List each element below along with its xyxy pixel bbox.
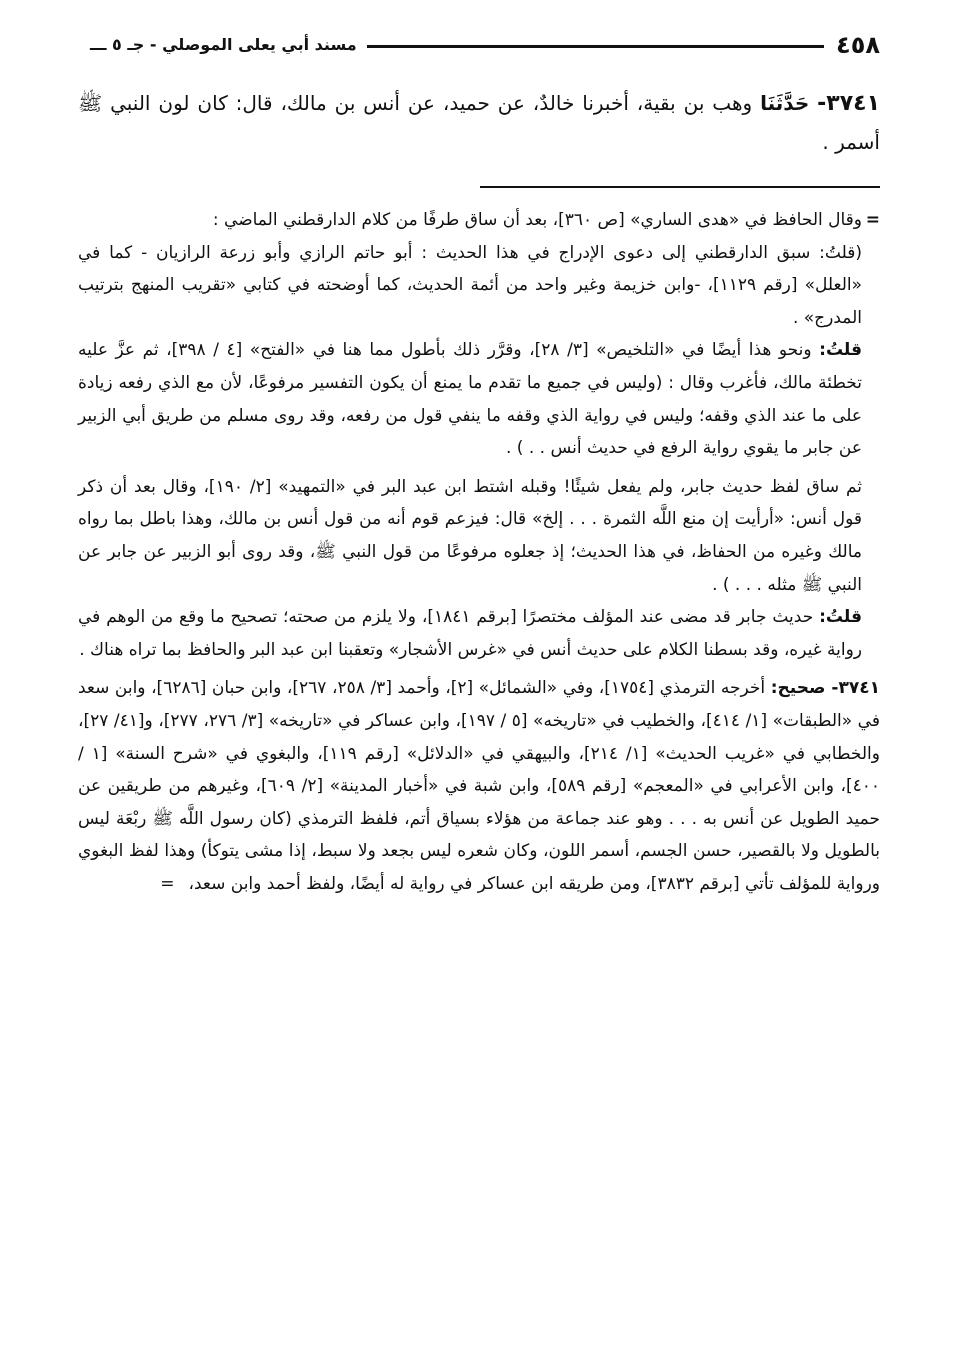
running-title-block	[78, 28, 367, 62]
footnote-paragraph-2: (قلتُ: سبق الدارقطني إلى دعوى الإدراج في هذا الحديث : أبو حاتم الرازي وأبو زرعة الرازيان - كما في «العلل» [رقم ١١٢٩]، -وابن خزيمة وغير واحد من أئمة الحديث، كما أوضحته في كتابي «تقريب المنهج بترتيب المدرج» .	[78, 242, 862, 328]
takhrij-label: ٣٧٤١- صحيح:	[770, 678, 881, 699]
footnote-paragraph-1: =وقال الحافظ في «هدى الساري» [ص ٣٦٠]، بعد أن ساق طرفًا من كلام الدارقطني الماضي :	[78, 204, 880, 237]
footnote-paragraph-4: ثم ساق لفظ حديث جابر، ولم يفعل شيئًا! وقبله اشتط ابن عبد البر في «التمهيد» [٢/ ١٩٠]، وقال بعد أن ذكر قول أنس: «أرأيت إن منع اللَّه الثمرة . . . إلخ» قال: فيزعم قوم أنه من قول أنس بن مالك، وهذا باطل بما رواه مالك وغيره من الحفاظ، في هذا الحديث؛ إذ جعلوه مرفوعًا من قول النبي ﷺ، وقد روى أبو الزبير عن جابر عن النبي ﷺ مثله . . . ) .	[78, 476, 863, 595]
continuation-mark: =	[865, 210, 880, 230]
qultu-label: قلتُ:	[819, 340, 863, 361]
hadith-text	[78, 84, 880, 162]
footnote-paragraph-6: ٣٧٤١- صحيح: أخرجه الترمذي [١٧٥٤]، وفي «الشمائل» [٢]، وأحمد [٣/ ٢٥٨، ٢٦٧]، وابن حبان [٦٢٨٦]، وابن سعد في «الطبقات» [١/ ٤١٤]، والخطيب في «تاريخه» [٥ / ١٩٧]، وابن عساكر في «تاريخه» [٣/ ٢٧٦، ٢٧٧]، و[٤١/ ٢٧]، والخطابي في «غريب الحديث» [١/ ٢١٤]، والبيهقي في «الدلائل» [رقم ١١٩]، والبغوي في «شرح السنة» [١ / ٤٠٠]، وابن الأعرابي في «المعجم» [رقم ٥٨٩]، وابن شبة في «أخبار المدينة» [٢/ ٦٠٩]، وغيرهم من طريقين عن حميد الطويل عن أنس به . . . وهو عند جماعة من هؤلاء بسياق أتم، فلفظ الترمذي (كان رسول اللَّه ﷺ ربْعَة ليس بالطويل ولا بالقصير، حسن الجسم، أسمر اللون، وكان شعره ليس بجعد ولا سبط، إذا مشى يتوكأ) وهذا لفظ البغوي ورواية للمؤلف تأتي [برقم ٣٨٣٢]، ومن طريقه ابن عساكر في رواية له أيضًا، ولفظ أحمد وابن سعد،=	[78, 678, 881, 894]
hadith-keyword: حَدَّثَنَا	[760, 91, 810, 115]
footnotes	[78, 204, 880, 900]
running-header	[78, 28, 880, 62]
footnote-paragraph-5: قلتُ: حديث جابر قد مضى عند المؤلف مختصرًا [برقم ١٨٤١]، ولا يلزم من صحته؛ تصحيح ما وقع من الوهم في رواية غيره، وقد بسطنا الكلام على حديث أنس في «غرس الأشجار» وتعقبنا ابن عبد البر والحافظ بما تراه هناك .	[78, 607, 862, 660]
footnote-separator	[480, 186, 880, 188]
page-number: ٤٥٨	[824, 28, 880, 62]
header-dash: ـــ	[90, 35, 107, 54]
footnote-paragraph-3: قلتُ: ونحو هذا أيضًا في «التلخيص» [٣/ ٢٨]، وقرَّر ذلك بأطول مما هنا في «الفتح» [٤ / ٣٩٨]، ثم عزَّ عليه تخطئة مالك، فأغرب وقال : (وليس في جميع ما تقدم ما يمنع أن يكون التفسير مرفوعًا، لأن مع الذي رفعه زيادة على ما عند الذي وقفه؛ وليس في رواية الذي وقفه ما ينفي قول من رفعه، وقد روى مسلم من طريق أبي الزبير عن جابر ما يقوي رواية الرفع في حديث أنس . . ) .	[78, 340, 863, 459]
hadith-number: ٣٧٤١-	[817, 91, 881, 116]
running-title: مسند أبي يعلى الموصلي - جـ ٥	[111, 35, 357, 54]
hadith-body: وهب بن بقية، أخبرنا خالدٌ، عن حميد، عن أنس بن مالك، قال: كان لون النبي ﷺ أسمر .	[78, 91, 880, 154]
end-continuation-mark: =	[160, 873, 175, 894]
qultu-label: قلتُ:	[819, 607, 862, 628]
